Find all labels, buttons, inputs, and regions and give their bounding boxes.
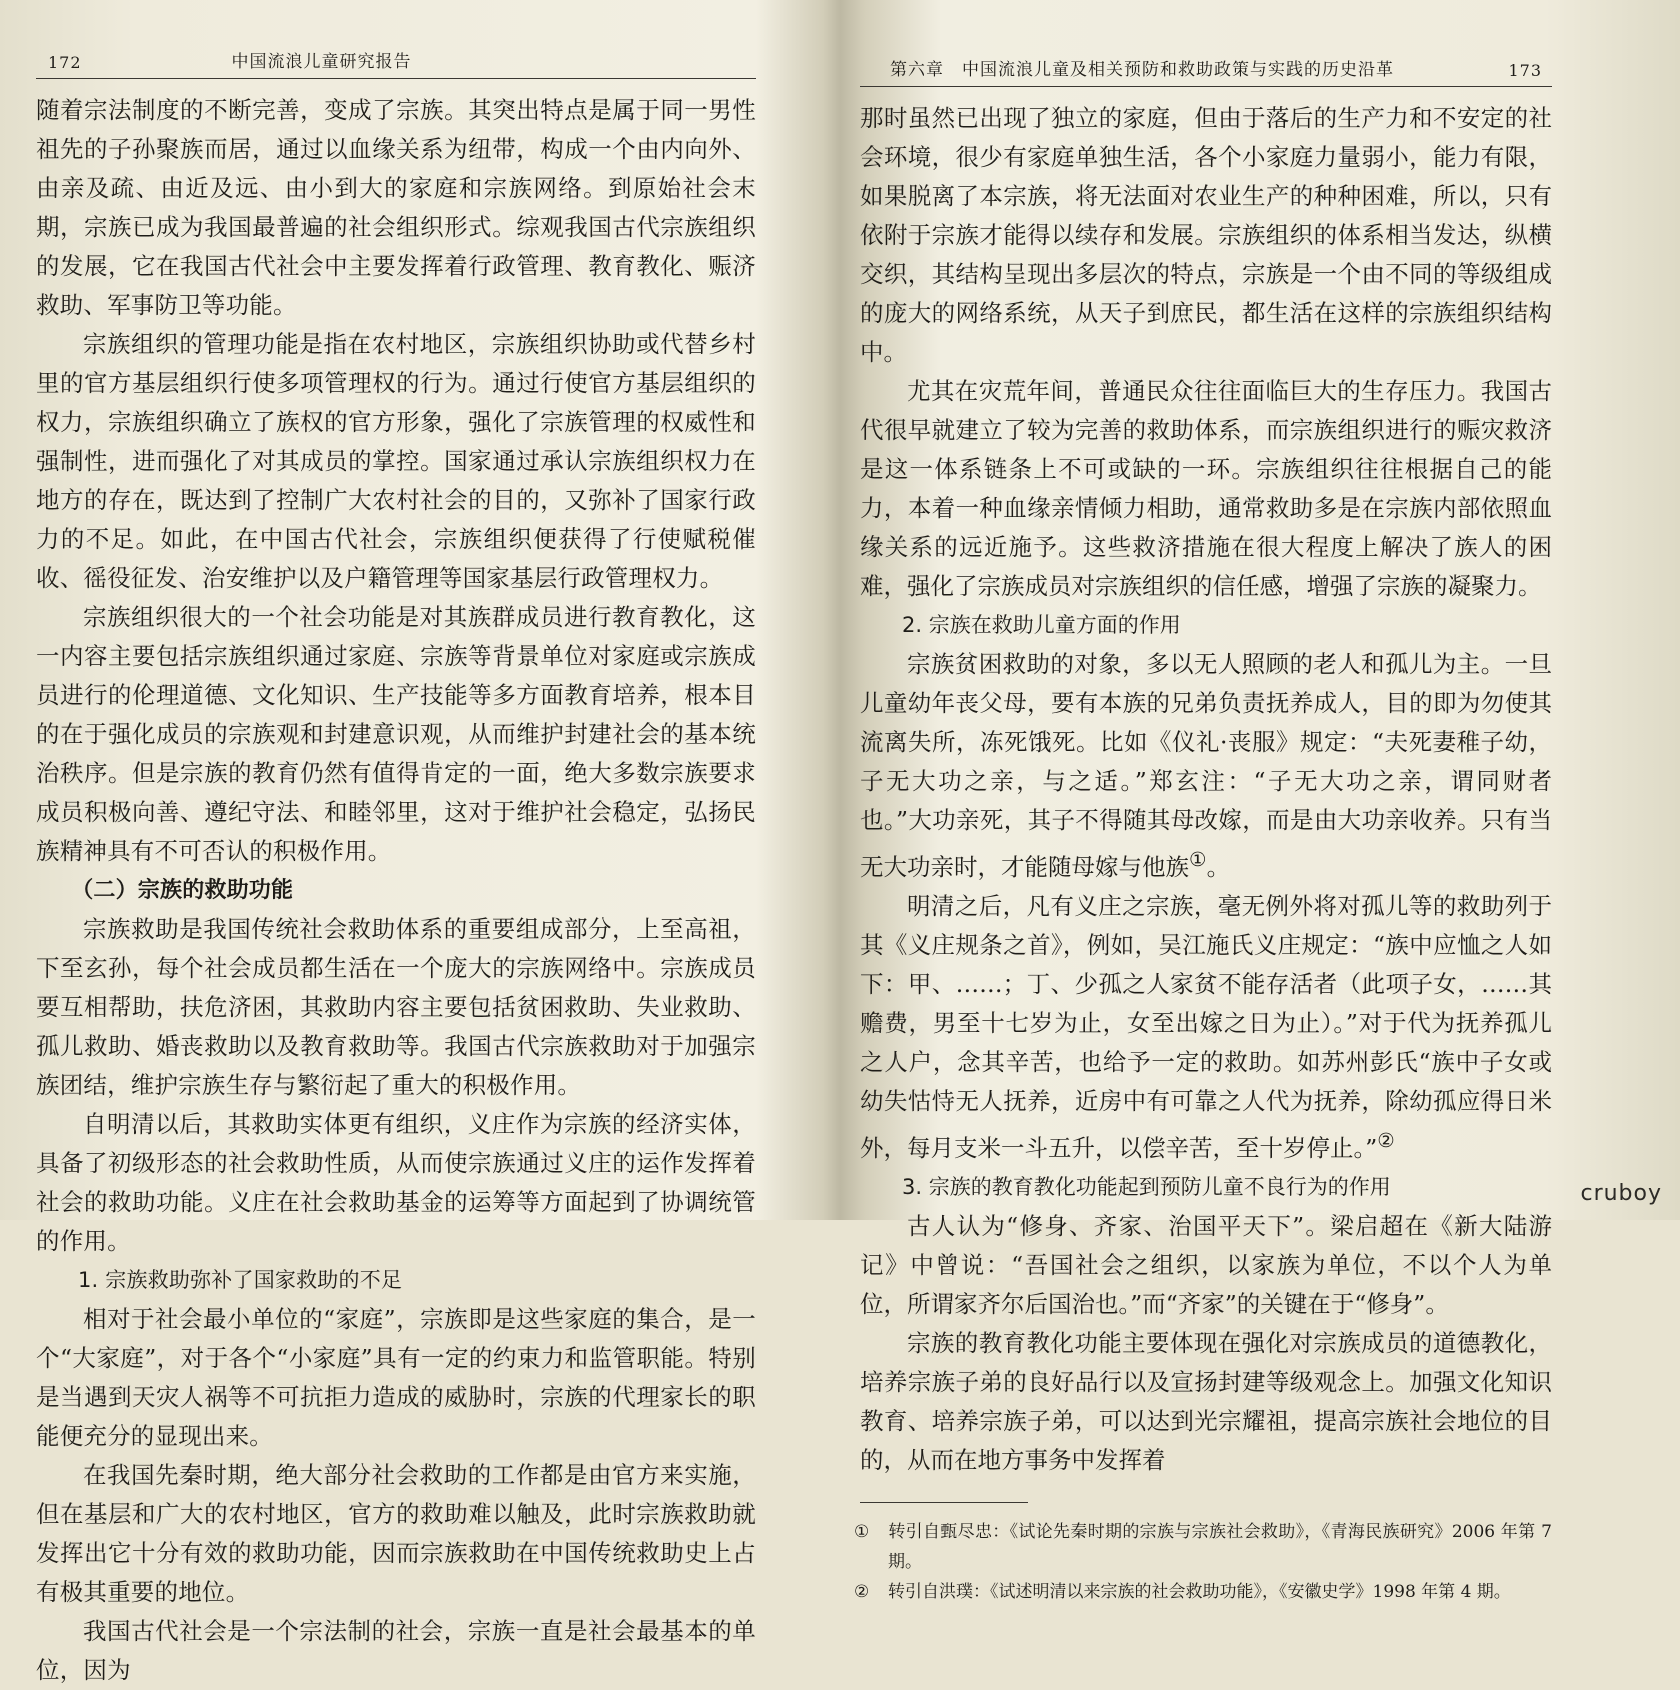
right-page: [854, 0, 1680, 1602]
section-heading: （二）宗族的救助功能: [71, 878, 294, 903]
paragraph-text: 明清之后，凡有义庄之宗族，毫无例外将对孤儿等的救助列于其《义庄规条之首》，例如，吴江施氏义庄规定：“族中应恤之人如下：甲、……；丁、少孤之人家贫不能存活者（此项子女，……其赡费，男至十七岁为止，女至出嫁之日为止）。”对于代为抚养孤儿之人户，念其辛苦，也给予一定的救助。如苏州彭氏“族中子女或幼失怙恃无人抚养，近房中有可靠之人代为抚养，除幼孤应得日米外，每月支米一斗五升，以偿辛苦，至十岁停止。”: [860, 891, 1552, 1162]
paragraph: [860, 645, 1552, 887]
right-page-body: [854, 99, 1552, 1607]
footnote: [854, 1577, 1552, 1607]
paragraph-text: 宗族贫困救助的对象，多以无人照顾的老人和孤儿为主。一旦儿童幼年丧父母，要有本族的兄弟负责抚养成人，目的即为勿使其流离失所，冻死饿死。比如《仪礼·丧服》规定：“夫死妻稚子幼，子无大功之亲，与之适。”郑玄注：“子无大功之亲，谓同财者也。”大功亲死，其子不得随其母改嫁，而是由大功亲收养。只有当无大功亲时，才能随母嫁与他族: [860, 650, 1552, 881]
left-page: [0, 0, 808, 1684]
subheading: 2. 宗族在救助儿童方面的作用: [902, 613, 1181, 637]
footnote-number: ②: [854, 1581, 870, 1602]
paragraph-text-end: 。: [1206, 852, 1231, 881]
footnote-number: ①: [854, 1521, 870, 1542]
paragraph: 尤其在灾荒年间，普通民众往往面临巨大的生存压力。我国古代很早就建立了较为完善的救助体系，而宗族组织进行的赈灾救济是这一体系链条上不可或缺的一环。宗族组织往往根据自己的能力，本着一种血缘亲情倾力相助，通常救助多是在宗族内部依照血缘关系的远近施予。这些救济措施在很大程度上解决了族人的困难，强化了宗族成员对宗族组织的信任感，增强了宗族的凝聚力。: [860, 377, 1552, 600]
paragraph: 相对于社会最小单位的“家庭”，宗族即是这些家庭的集合，是一个“大家庭”，对于各个“小家庭”具有一定的约束力和监管职能。特别是当遇到天灾人祸等不可抗拒力造成的威胁时，宗族的代理家长的职能便充分的显现出来。: [36, 1305, 756, 1450]
footnote-mark: ②: [1377, 1128, 1395, 1152]
paragraph: 古人认为“修身、齐家、治国平天下”。梁启超在《新大陆游记》中曾说：“吾国社会之组织，以家族为单位，不以个人为单位，所谓家齐尔后国治也。”而“齐家”的关键在于“修身”。: [860, 1211, 1552, 1318]
paragraph: 宗族救助是我国传统社会救助体系的重要组成部分，上至高祖，下至玄孙，每个社会成员都生活在一个庞大的宗族网络中。宗族成员要互相帮助，扶危济困，其救助内容主要包括贫困救助、失业救助、孤儿救助、婚丧救助以及教育救助等。我国古代宗族救助对于加强宗族团结，维护宗族生存与繁衍起了重大的积极作用。: [36, 915, 756, 1099]
subheading: 1. 宗族救助弥补了国家救助的不足: [78, 1268, 403, 1292]
left-page-number: 172: [48, 53, 82, 72]
paragraph: 宗族组织的管理功能是指在农村地区，宗族组织协助或代替乡村里的官方基层组织行使多项管理权的行为。通过行使官方基层组织的权力，宗族组织确立了族权的官方形象，强化了宗族管理的权威性和强制性，进而强化了对其成员的掌控。国家通过承认宗族组织权力在地方的存在，既达到了控制广大农村社会的目的，又弥补了国家行政力的不足。如此，在中国古代社会，宗族组织便获得了行使赋税催收、徭役征发、治安维护以及户籍管理等国家基层行政管理权力。: [36, 330, 756, 592]
footnote: [854, 1517, 1552, 1577]
footnote-text: 转引自洪璞：《试述明清以来宗族的社会救助功能》，《安徽史学》1998 年第 4 期。: [888, 1581, 1511, 1602]
right-running-header: [860, 50, 1552, 87]
paragraph: 宗族的教育教化功能主要体现在强化对宗族成员的道德教化，培养宗族子弟的良好品行以及宣扬封建等级观念上。加强文化知识教育、培养宗族子弟，可以达到光宗耀祖，提高宗族社会地位的目的，从而在地方事务中发挥着: [860, 1328, 1552, 1474]
watermark: cruboy: [1580, 1181, 1662, 1206]
footnote-mark: ①: [1189, 848, 1207, 871]
right-header-title: 第六章 中国流浪儿童及相关预防和救助政策与实践的历史沿革: [890, 60, 1394, 80]
paragraph: 在我国先秦时期，绝大部分社会救助的工作都是由官方来实施，但在基层和广大的农村地区，官方的救助难以触及，此时宗族救助就发挥出它十分有效的救助功能，因而宗族救助在中国传统救助史上占有极其重要的地位。: [36, 1461, 756, 1606]
paragraph: 随着宗法制度的不断完善，变成了宗族。其突出特点是属于同一男性祖先的子孙聚族而居，通过以血缘关系为纽带，构成一个由内向外、由亲及疏、由近及远、由小到大的家庭和宗族网络。到原始社会末期，宗族已成为我国最普遍的社会组织形式。综观我国古代宗族组织的发展，它在我国古代社会中主要发挥着行政管理、教育教化、赈济救助、军事防卫等功能。: [36, 96, 756, 319]
paragraph: [860, 887, 1552, 1168]
footnote-divider: [860, 1502, 1028, 1503]
subheading: 3. 宗族的教育教化功能起到预防儿童不良行为的作用: [902, 1174, 1391, 1199]
paragraph: 那时虽然已出现了独立的家庭，但由于落后的生产力和不安定的社会环境，很少有家庭单独生活，各个小家庭力量弱小，能力有限，如果脱离了本宗族，将无法面对农业生产的种种困难，所以，只有依附于宗族才能得以续存和发展。宗族组织的体系相当发达，纵横交织，其结构呈现出多层次的特点，宗族是一个由不同的等级组成的庞大的网络系统，从天子到庶民，都生活在这样的宗族组织结构中。: [860, 104, 1552, 366]
right-page-number: 173: [1508, 61, 1542, 80]
paragraph: 宗族组织很大的一个社会功能是对其族群成员进行教育教化，这一内容主要包括宗族组织通过家庭、宗族等背景单位对家庭或宗族成员进行的伦理道德、文化知识、生产技能等多方面教育培养，根本目的在于强化成员的宗族观和封建意识观，从而维护封建社会的基本统治秩序。但是宗族的教育仍然有值得肯定的一面，绝大多数宗族要求成员积极向善、遵纪守法、和睦邻里，这对于维护社会稳定，弘扬民族精神具有不可否认的积极作用。: [36, 603, 756, 865]
paragraph: 自明清以后，其救助实体更有组织，义庄作为宗族的经济实体，具备了初级形态的社会救助性质，从而使宗族通过义庄的运作发挥着社会的救助功能。义庄在社会救助基金的运筹等方面起到了协调统管的作用。: [36, 1110, 756, 1255]
footnote-text: 转引自甄尽忠：《试论先秦时期的宗族与宗族社会救助》，《青海民族研究》2006 年第 7 期。: [888, 1521, 1552, 1572]
left-running-header: [36, 42, 756, 79]
left-header-title: 中国流浪儿童研究报告: [231, 52, 412, 72]
left-page-body: [36, 91, 756, 1690]
paragraph: 我国古代社会是一个宗法制的社会，宗族一直是社会最基本的单位，因为: [36, 1617, 756, 1684]
